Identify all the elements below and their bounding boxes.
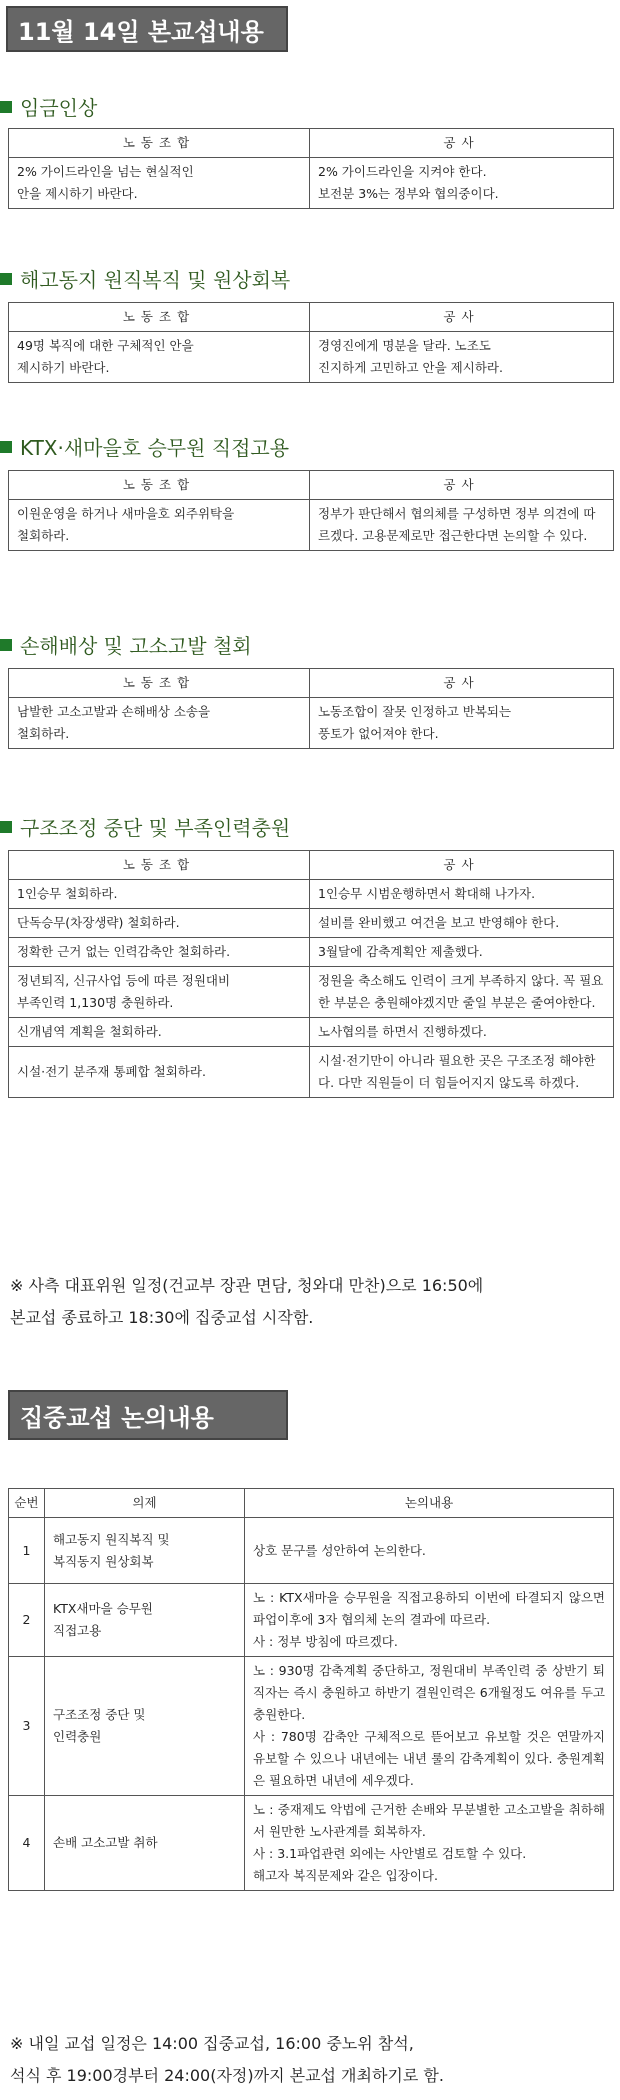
union-cell: 2% 가이드라인을 넘는 현실적인 안을 제시하기 바란다. [9, 158, 310, 209]
col-header-content: 논의내용 [245, 1489, 614, 1518]
union-cell: 정확한 근거 없는 인력감축안 철회하라. [9, 938, 310, 967]
row-number: 1 [9, 1518, 45, 1584]
negotiation-table [8, 668, 614, 749]
col-header-corp: 공사 [310, 669, 614, 698]
table-row [9, 1518, 614, 1584]
corp-cell: 정원을 축소해도 인력이 크게 부족하지 않다. 꼭 필요한 부분은 충원해야겠지만 줄일 부분은 줄여야한다. [310, 967, 614, 1018]
col-header-union: 노동조합 [9, 471, 310, 500]
table-row [9, 158, 614, 209]
col-header-corp: 공사 [310, 129, 614, 158]
section-heading: 구조조정 중단 및 부족인력충원 [0, 812, 290, 841]
agenda-cell: 해고동지 원직복직 및 복직동지 원상회복 [45, 1518, 245, 1584]
corp-cell: 노동조합이 잘못 인정하고 반복되는 풍토가 없어져야 한다. [310, 698, 614, 749]
col-header-corp: 공사 [310, 303, 614, 332]
negotiation-table [8, 850, 614, 1098]
col-header-num: 순번 [9, 1489, 45, 1518]
section-heading: 해고동지 원직복직 및 원상회복 [0, 264, 290, 293]
union-cell: 남발한 고소고발과 손해배상 소송을 철회하라. [9, 698, 310, 749]
table-row [9, 1584, 614, 1657]
schedule-note: ※ 사측 대표위원 일정(건교부 장관 면담, 청와대 만찬)으로 16:50에 본교섭 종료하고 18:30에 집중교섭 시작함. [10, 1276, 484, 1327]
col-header-union: 노동조합 [9, 669, 310, 698]
table-row [9, 1047, 614, 1098]
col-header-union: 노동조합 [9, 851, 310, 880]
corp-cell: 설비를 완비했고 여건을 보고 반영해야 한다. [310, 909, 614, 938]
discussion-table [8, 1488, 614, 1891]
section-heading: KTX·새마을호 승무원 직접고용 [0, 432, 289, 461]
bullet-square-icon [0, 441, 12, 453]
union-cell: 단독승무(차장생략) 철회하라. [9, 909, 310, 938]
corp-cell: 2% 가이드라인을 지켜야 한다. 보전분 3%는 정부와 협의중이다. [310, 158, 614, 209]
negotiation-table [8, 470, 614, 551]
corp-cell: 1인승무 시범운행하면서 확대해 나가자. [310, 880, 614, 909]
col-header-union: 노동조합 [9, 303, 310, 332]
table-row [9, 880, 614, 909]
table-row [9, 332, 614, 383]
table-row [9, 1018, 614, 1047]
col-header-corp: 공사 [310, 851, 614, 880]
table-row [9, 1796, 614, 1891]
col-header-agenda: 의제 [45, 1489, 245, 1518]
union-cell: 정년퇴직, 신규사업 등에 따른 정원대비 부족인력 1,130명 충원하라. [9, 967, 310, 1018]
table-row [9, 909, 614, 938]
corp-cell: 노사협의를 하면서 진행하겠다. [310, 1018, 614, 1047]
bullet-square-icon [0, 821, 12, 833]
table-row [9, 1657, 614, 1796]
bullet-square-icon [0, 101, 12, 113]
corp-cell: 경영진에게 명분을 달라. 노조도 진지하게 고민하고 안을 제시하라. [310, 332, 614, 383]
section-title: 집중교섭 논의내용 [8, 1390, 288, 1440]
content-cell: 노 : 중재제도 악법에 근거한 손배와 무분별한 고소고발을 취하해서 원만한 노사관계를 회복하자. 사 : 3.1파업관련 외에는 사안별로 검토할 수 있다. 해고자 복직문제와 같은 입장이다. [245, 1796, 614, 1891]
agenda-cell: KTX새마을 승무원 직접고용 [45, 1584, 245, 1657]
union-cell: 신개념역 계획을 철회하라. [9, 1018, 310, 1047]
col-header-union: 노동조합 [9, 129, 310, 158]
table-row [9, 938, 614, 967]
next-schedule-note: ※ 내일 교섭 일정은 14:00 집중교섭, 16:00 중노위 참석, 석식 후 19:00경부터 24:00(자정)까지 본교섭 개최하기로 함. [10, 2034, 444, 2085]
agenda-cell: 구조조정 중단 및 인력충원 [45, 1657, 245, 1796]
table-row [9, 967, 614, 1018]
union-cell: 49명 복직에 대한 구체적인 안을 제시하기 바란다. [9, 332, 310, 383]
content-cell: 상호 문구를 성안하여 논의한다. [245, 1518, 614, 1584]
agenda-cell: 손배 고소고발 취하 [45, 1796, 245, 1891]
table-row [9, 500, 614, 551]
section-heading: 임금인상 [0, 92, 97, 121]
union-cell: 이원운영을 하거나 새마을호 외주위탁을 철회하라. [9, 500, 310, 551]
table-row [9, 698, 614, 749]
corp-cell: 3월달에 감축계획안 제출했다. [310, 938, 614, 967]
union-cell: 1인승무 철회하라. [9, 880, 310, 909]
content-cell: 노 : 930명 감축계획 중단하고, 정원대비 부족인력 중 상반기 퇴직자는 즉시 충원하고 하반기 결원인력은 6개월정도 여유를 두고 충원한다. 사 : 780명 감축안 구체적으로 뜯어보고 유보할 것은 연말까지 유보할 수 있으나 내년에는 내년 룰의 감축계획이 있다. 충원계획은 필요하면 내년에 세우겠다. [245, 1657, 614, 1796]
row-number: 3 [9, 1657, 45, 1796]
section-heading: 손해배상 및 고소고발 철회 [0, 630, 252, 659]
row-number: 4 [9, 1796, 45, 1891]
row-number: 2 [9, 1584, 45, 1657]
bullet-square-icon [0, 639, 12, 651]
negotiation-table [8, 128, 614, 209]
bullet-square-icon [0, 273, 12, 285]
union-cell: 시설·전기 분주재 통폐합 철회하라. [9, 1047, 310, 1098]
corp-cell: 시설·전기만이 아니라 필요한 곳은 구조조정 해야한다. 다만 직원들이 더 힘들어지지 않도록 하겠다. [310, 1047, 614, 1098]
corp-cell: 정부가 판단해서 협의체를 구성하면 정부 의견에 따르겠다. 고용문제로만 접근한다면 논의할 수 있다. [310, 500, 614, 551]
content-cell: 노 : KTX새마을 승무원을 직접고용하되 이번에 타결되지 않으면 파업이후에 3자 협의체 논의 결과에 따르라. 사 : 정부 방침에 따르겠다. [245, 1584, 614, 1657]
negotiation-table [8, 302, 614, 383]
page-title: 11월 14일 본교섭내용 [6, 6, 288, 52]
col-header-corp: 공사 [310, 471, 614, 500]
